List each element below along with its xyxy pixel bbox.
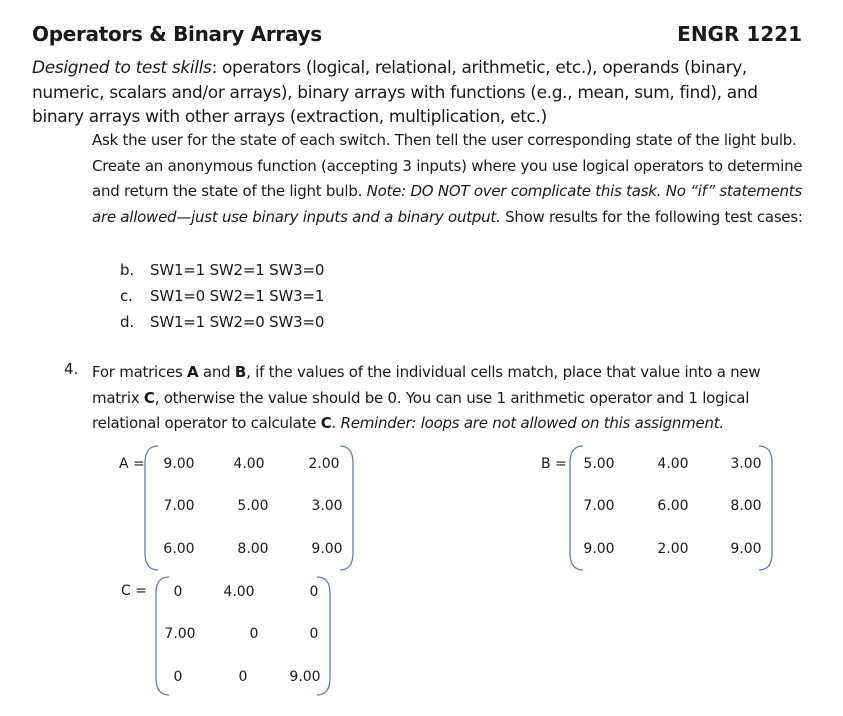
skills-description xyxy=(32,56,812,130)
matrix-a-cell: 3.00 xyxy=(311,498,343,514)
matrix-a-cell: 7.00 xyxy=(163,498,195,514)
question-3 xyxy=(92,128,822,230)
test-cases xyxy=(120,257,324,335)
matrix-a-cell: 2.00 xyxy=(308,456,340,472)
matrix-b-cell: 4.00 xyxy=(657,456,689,472)
matrix-a-cell: 8.00 xyxy=(237,541,269,557)
test-case: c. SW1=0 SW2=1 SW3=1 xyxy=(120,287,325,305)
matrix-c-cell: 0 xyxy=(238,669,248,685)
q3-text-1: Ask the user for the state of each switch. Then tell the user corresponding state of the light bulb. Create an anonymous function (accepting 3 inputs) where you use logical operators to determine and return the state of the light bulb. xyxy=(92,131,803,201)
matrix-b-cell: 7.00 xyxy=(583,498,615,514)
matrix-c-cell: 0 xyxy=(173,584,183,600)
matrix-c-cell: 7.00 xyxy=(164,626,196,642)
matrix-b-cell: 8.00 xyxy=(730,498,762,514)
matrix-c-cell: 4.00 xyxy=(223,584,255,600)
matrix-b-cell: 5.00 xyxy=(583,456,615,472)
skills-lead: Designed to test skills xyxy=(32,58,212,78)
header xyxy=(32,22,802,52)
matrix-b-cell: 2.00 xyxy=(657,541,689,557)
skills-text: : operators (logical, relational, arithmetic, etc.), operands (binary, numeric, scalars and/or arrays), binary arrays with functions (e.g., mean, sum, find), and binary arrays with other arrays (extraction, multiplication, etc.) xyxy=(32,58,758,127)
matrix-a-cell: 9.00 xyxy=(311,541,343,557)
q4-reminder: Reminder: loops are not allowed on this assignment. xyxy=(340,414,724,433)
matrix-c-label: C = xyxy=(121,583,147,599)
matrix-a-cell: 6.00 xyxy=(163,541,195,557)
page-title: Operators & Binary Arrays xyxy=(32,22,322,46)
question-4: For matrices A and B, if the values of the individual cells match, place that value into a new matrix C, otherwise the value should be 0. You can use 1 arithmetic operator and 1 logical relational operator to calculate C. Reminder: loops are not allowed on this assignment. xyxy=(92,363,761,433)
matrix-b-cell: 9.00 xyxy=(730,541,762,557)
matrix-a-cell: 5.00 xyxy=(237,498,269,514)
test-case: b. SW1=1 SW2=1 SW3=0 xyxy=(120,261,325,279)
matrix-a-cell: 4.00 xyxy=(233,456,265,472)
matrix-b-cell: 6.00 xyxy=(657,498,689,514)
q3-note: Note: DO NOT over complicate this task. No “if” statements are allowed—just use binary inputs and a binary output. xyxy=(92,182,802,226)
matrix-c-cell: 9.00 xyxy=(289,669,321,685)
matrix-a-label: A = xyxy=(119,456,145,472)
matrix-c-cell: 0 xyxy=(249,626,259,642)
matrix-b-label: B = xyxy=(541,456,567,472)
matrix-c-cell: 0 xyxy=(309,626,319,642)
matrix-b-cell: 3.00 xyxy=(730,456,762,472)
matrix-c-cell: 0 xyxy=(309,584,319,600)
matrix-a-cell: 9.00 xyxy=(163,456,195,472)
course-code: ENGR 1221 xyxy=(677,22,802,46)
matrix-c-cell: 0 xyxy=(173,669,183,685)
test-case: d. SW1=1 SW2=0 SW3=0 xyxy=(120,313,325,331)
matrix-b-cell: 9.00 xyxy=(583,541,615,557)
question-4-number: 4. xyxy=(64,360,79,378)
q3-text-2: Show results for the following test cases: xyxy=(500,207,803,226)
